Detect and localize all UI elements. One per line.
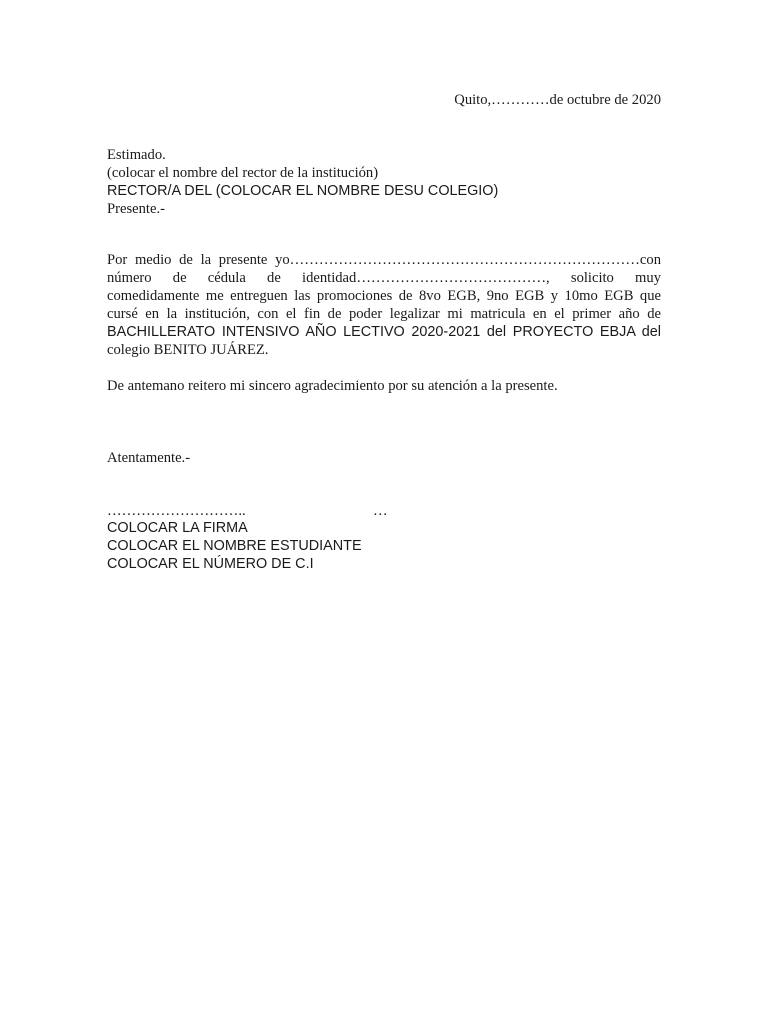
signature-block bbox=[107, 519, 661, 573]
date-line: Quito,…………de octubre de 2020 bbox=[454, 92, 661, 108]
closing-line: Atentamente.- bbox=[107, 450, 191, 466]
paragraph-line: BACHILLERATO INTENSIVO AÑO LECTIVO 2020-2021 del PROYECTO EBJA del bbox=[107, 324, 661, 340]
paragraph-line: cursé en la institución, con el fin de poder legalizar mi matricula en el primer año de bbox=[107, 306, 661, 322]
rector-line: RECTOR/A DEL (COLOCAR EL NOMBRE DESU COLEGIO) bbox=[107, 183, 499, 199]
signature-firma: COLOCAR LA FIRMA bbox=[107, 520, 248, 536]
signature-cedula: COLOCAR EL NÚMERO DE C.I bbox=[107, 556, 314, 572]
signature-dotted-line: ……………………….. bbox=[107, 503, 246, 519]
thanks-paragraph: De antemano reitero mi sincero agradecimiento por su atención a la presente. bbox=[107, 378, 558, 394]
paragraph-line: número de cédula de identidad…………………………………, solicito muy bbox=[107, 270, 661, 286]
greeting: Estimado. bbox=[107, 147, 166, 163]
presente-line: Presente.- bbox=[107, 201, 165, 217]
paragraph-line: colegio BENITO JUÁREZ. bbox=[107, 342, 269, 358]
recipient-block bbox=[107, 146, 661, 218]
rector-name-instruction: (colocar el nombre del rector de la institución) bbox=[107, 165, 379, 181]
paragraph-line: comedidamente me entreguen las promociones de 8vo EGB, 9no EGB y 10mo EGB que bbox=[107, 288, 661, 304]
signature-nombre: COLOCAR EL NOMBRE ESTUDIANTE bbox=[107, 538, 362, 554]
signature-dotted-line-right: … bbox=[373, 503, 388, 519]
request-paragraph bbox=[107, 251, 661, 359]
paragraph-line: Por medio de la presente yo………………………………………………………………con bbox=[107, 252, 661, 268]
